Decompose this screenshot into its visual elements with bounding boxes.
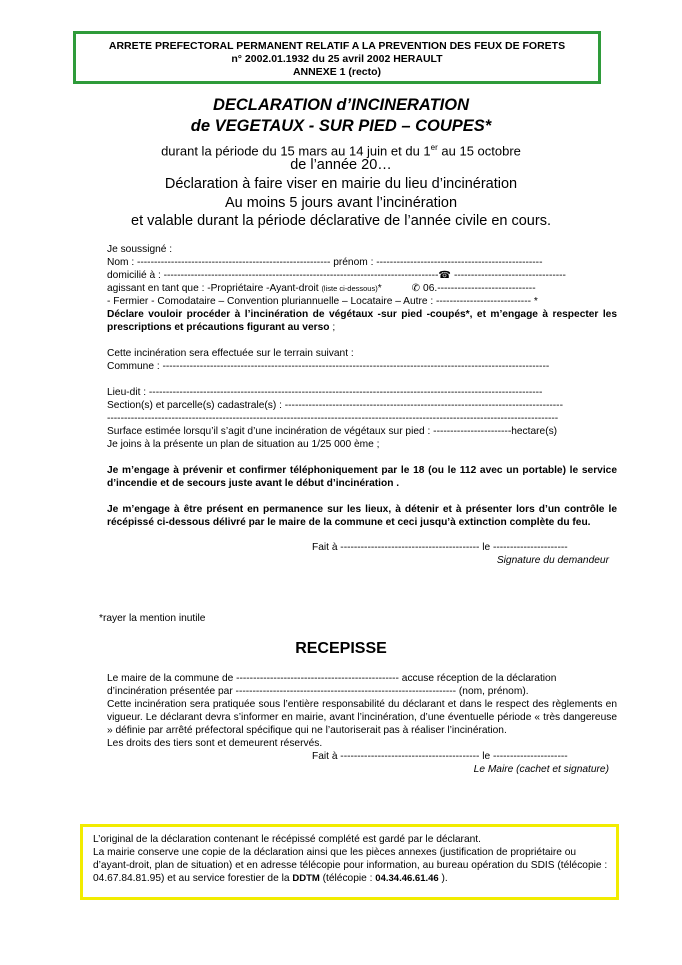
- period-a: durant la période du 15 mars au 14 juin et du 1: [161, 143, 431, 159]
- recepisse-title: RECEPISSE: [295, 640, 387, 657]
- surface-field[interactable]: Surface estimée lorsqu’il s’agit d’une incinération de végétaux sur pied : -----------------------hectare(s): [107, 426, 558, 437]
- recepisse-line-1[interactable]: Le maire de la commune de ------------------------------------------------ accuse réception de la déclaration: [107, 673, 557, 684]
- title-line-2: de VEGETAUX - SUR PIED – COUPES*: [190, 117, 492, 135]
- subtitle-line-3: Déclaration à faire viser en mairie du lieu d’incinération: [164, 176, 518, 192]
- telephone-icon: ☎: [438, 270, 452, 281]
- signature-label: Signature du demandeur: [496, 555, 609, 566]
- lieu-dit-field[interactable]: Lieu-dit : --------------------------------------------------------------------------------------------------------------------: [107, 387, 543, 398]
- engage-phone-paragraph: Je m’engage à prévenir et confirmer téléphoniquement par le 18 (ou le 112 avec un portable) le service d’incendie et de secours juste avant le début d’incinération .: [107, 465, 617, 489]
- maire-signature-label: Le Maire (cachet et signature): [473, 764, 609, 775]
- recepisse-line-2[interactable]: d’incinération présentée par ----------------------------------------------------------------- (nom, prénom).: [107, 686, 529, 697]
- declaration-form: [107, 243, 617, 567]
- title-line-1: DECLARATION d’INCINERATION: [212, 96, 470, 114]
- domicile-field[interactable]: domicilié à : ---------------------------------------------------------------------------------: [107, 270, 439, 281]
- plan-line: Je joins à la présente un plan de situation au 1/25 000 ème ;: [107, 439, 380, 450]
- agissant-star: *: [377, 283, 382, 294]
- nom-prenom-field[interactable]: Nom : --------------------------------------------------------- prénom : -------------------------------------------------: [107, 257, 543, 268]
- sections-field[interactable]: Section(s) et parcelle(s) cadastrale(s) : ----------------------------------------------------------------------------------: [107, 400, 563, 411]
- declare-text: Déclare vouloir procéder à l’incinération de végétaux -sur pied -coupés*, et m’engage à respecter les prescriptions et précautions figurant au verso: [107, 309, 617, 333]
- rayer-note: *rayer la mention inutile: [99, 613, 206, 624]
- dashes-line: -------------------------------------------------------------------------------------------------------------------------------------: [107, 413, 559, 424]
- telecopie-label: (télécopie :: [319, 873, 376, 884]
- header-box: [73, 31, 601, 84]
- agissant-line: [107, 282, 617, 295]
- fermier-line: - Fermier - Comodataire – Convention pluriannuelle – Locataire – Autre : ---------------------------- *: [107, 296, 538, 307]
- terrain-line: Cette incinération sera effectuée sur le terrain suivant :: [107, 348, 354, 359]
- header-line-2: n° 2002.01.1932 du 25 avril 2002 HERAULT: [231, 53, 443, 65]
- header-line-1: ARRETE PREFECTORAL PERMANENT RELATIF A LA PREVENTION DES FEUX DE FORETS: [108, 40, 566, 52]
- declare-paragraph: [107, 308, 617, 334]
- declare-end: ;: [329, 322, 336, 333]
- note-paragraph: [93, 846, 608, 885]
- fax-number: 04.34.46.61.46: [375, 873, 439, 884]
- agissant-label: agissant en tant que : -Propriétaire -Ayant-droit: [107, 283, 322, 294]
- recepisse-section: [107, 672, 617, 776]
- note-end: ).: [438, 873, 448, 884]
- telephone-field[interactable]: ---------------------------------: [451, 270, 566, 281]
- commune-field[interactable]: Commune : ------------------------------------------------------------------------------------------------------------------: [107, 361, 550, 372]
- year-line: de l’année 20…: [290, 157, 392, 173]
- droits-line: Les droits des tiers sont et demeurent réservés.: [107, 738, 323, 749]
- engage-presence-paragraph: Je m’engage à être présent en permanence sur les lieux, à détenir et à présenter lors d’un contrôle le récépissé ci-dessous délivré par le maire de la commune et ceci jusqu’à extinction complète du feu.: [107, 504, 617, 528]
- subtitle-line-5: et valable durant la période déclarative de l’année civile en cours.: [131, 213, 551, 229]
- period-sup: er: [430, 143, 438, 152]
- note-line-1: L’original de la déclaration contenant le récépissé complété est gardé par le déclarant.: [93, 834, 481, 845]
- fait-a-field[interactable]: Fait à ----------------------------------------- le ----------------------: [312, 542, 568, 553]
- domicile-line: [107, 269, 617, 282]
- recepisse-paragraph: Cette incinération sera pratiquée sous l’entière responsabilité du déclarant et dans le respect des règlements en vigueur. Le déclarant devra s’informer en mairie, avant l’incinération, d’une éventuelle période « très dangereuse » définie par arrêté préfectoral spécifique qui ne l’autoriserait pas à réaliser l’incinération.: [107, 699, 617, 736]
- note-box: [80, 824, 619, 900]
- header-line-3: ANNEXE 1 (recto): [292, 66, 382, 78]
- note-text: La mairie conserve une copie de la déclaration ainsi que les pièces annexes (justification de propriétaire ou d’ayant-droit, plan de situation) et en adresse télécopie pour information, au bureau opération du SDIS (télécopie : 04.67.84.81.95) et au service forestier de la: [93, 847, 608, 884]
- je-soussigne: Je soussigné :: [107, 244, 173, 255]
- ddtm-label: DDTM: [292, 873, 320, 884]
- subtitle-line-4: Au moins 5 jours avant l’incinération: [224, 195, 458, 211]
- mobile-field[interactable]: ✆ 06.-----------------------------: [411, 283, 536, 294]
- liste-note: (liste ci-dessous): [321, 284, 378, 293]
- period-b: au 15 octobre: [437, 143, 521, 159]
- recepisse-fait-field[interactable]: Fait à ----------------------------------------- le ----------------------: [312, 751, 568, 762]
